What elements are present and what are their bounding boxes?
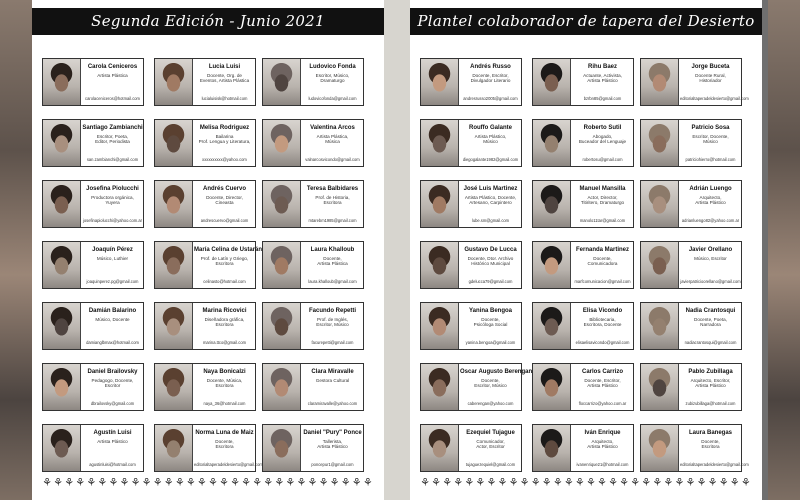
contributor-photo bbox=[641, 364, 679, 410]
contributor-photo bbox=[533, 242, 571, 288]
contributor-info bbox=[302, 120, 363, 166]
contributor-name: Iván Enrique bbox=[584, 430, 621, 436]
contributor-role: Actuante, Activista, Artista Plástico bbox=[583, 73, 622, 84]
contributor-email[interactable]: javierpatricioorellano@gmail.com bbox=[680, 279, 741, 284]
contributor-photo bbox=[155, 364, 193, 410]
contributor-card bbox=[420, 119, 522, 167]
contributor-card bbox=[420, 363, 533, 411]
contributor-name: Andrés Cuervo bbox=[202, 186, 246, 192]
contributor-info bbox=[680, 59, 749, 105]
contributor-card bbox=[154, 241, 263, 289]
contributor-card bbox=[532, 363, 634, 411]
contributor-card bbox=[640, 180, 742, 228]
contributor-info bbox=[572, 120, 633, 166]
contributor-email[interactable]: damianglbmax@hotmail.com bbox=[86, 340, 139, 345]
contributor-name: Adrián Luengo bbox=[689, 186, 732, 192]
contributor-photo bbox=[533, 59, 571, 105]
contributor-role: Docente, Org. de Eventos, Artista Plástica bbox=[199, 73, 250, 84]
contributor-photo bbox=[421, 59, 459, 105]
contributor-photo bbox=[533, 303, 571, 349]
contributor-email[interactable]: adrianluengo82@yahoo.com.ar bbox=[681, 218, 740, 223]
contributor-email[interactable]: laura.khalloub@gmail.com bbox=[308, 279, 357, 284]
contributor-role: Escritor, Músico, Dramaturgo bbox=[315, 73, 350, 84]
contributor-email[interactable]: tujaguezequiel@gmail.com bbox=[465, 462, 516, 467]
contributor-card bbox=[532, 424, 634, 472]
contributor-email[interactable]: editorialtaperadeldesierto@gmail.com bbox=[194, 462, 263, 467]
contributor-name: Javier Orellano bbox=[688, 247, 733, 253]
contributor-email[interactable]: lucialuisisk@hotmail.com bbox=[201, 96, 248, 101]
contributor-role: Bibliotecaria, Escritora, Docente bbox=[583, 317, 622, 328]
contributor-card bbox=[420, 180, 522, 228]
contributor-card bbox=[154, 58, 256, 106]
contributor-info bbox=[194, 364, 255, 410]
contributor-role: Prof. de Historia, Escritora bbox=[315, 195, 350, 206]
contributor-card bbox=[42, 363, 144, 411]
contributor-email[interactable]: bzrbn85@gmail.com bbox=[583, 96, 622, 101]
left-page bbox=[32, 0, 384, 500]
contributor-email[interactable]: andrescuervo@gmail.com bbox=[200, 218, 249, 223]
contributor-card bbox=[262, 119, 364, 167]
contributor-card bbox=[42, 424, 144, 472]
contributor-role: Docente, Música, Escritora bbox=[206, 378, 243, 389]
contributor-name: Jorge Buceta bbox=[691, 64, 730, 70]
contributor-card bbox=[420, 241, 522, 289]
contributor-email[interactable]: ivanenrique21@hotmail.com bbox=[576, 462, 629, 467]
contributor-name: Facundo Repetti bbox=[308, 308, 356, 314]
contributor-email[interactable]: manolo11tar@gmail.com bbox=[579, 218, 626, 223]
contributor-email[interactable]: lube.sm@gmail.com bbox=[471, 218, 510, 223]
contributor-email[interactable]: yanina.bengoa@gmail.com bbox=[465, 340, 516, 345]
contributor-info bbox=[194, 425, 263, 471]
contributor-photo bbox=[43, 59, 81, 105]
contributor-photo bbox=[421, 242, 459, 288]
contributor-email[interactable]: facurepetti@gmail.com bbox=[311, 340, 354, 345]
contributor-email[interactable]: claramiravalle@yahoo.com bbox=[307, 401, 358, 406]
contributor-email[interactable]: joaquinperez.pg@gmail.com bbox=[86, 279, 139, 284]
contributor-info bbox=[680, 425, 749, 471]
contributor-name: Josefina Piolucchi bbox=[86, 186, 139, 192]
contributor-photo bbox=[43, 303, 81, 349]
contributor-info bbox=[194, 181, 255, 227]
contributor-card bbox=[154, 119, 256, 167]
contributor-card bbox=[532, 241, 634, 289]
contributor-email[interactable]: josefinapiolucchi@yahoo.com.ar bbox=[83, 218, 142, 223]
contributor-role: Docente, Artista Plástica bbox=[317, 256, 348, 267]
contributor-name: Fernanda Martinez bbox=[575, 247, 629, 253]
contributor-card bbox=[532, 180, 634, 228]
contributor-role: Docente, Psicóloga Social bbox=[473, 317, 508, 328]
contributor-role: Docente, Escritor, Artista Plástico bbox=[584, 378, 621, 389]
contributor-email[interactable]: marfcomunicacion@gmail.com bbox=[574, 279, 631, 284]
contributor-name: Ezequiel Tujague bbox=[466, 430, 515, 436]
contributor-info bbox=[82, 120, 143, 166]
contributor-role: Tallerista, Artista Plástico bbox=[317, 439, 348, 450]
contributor-photo bbox=[155, 181, 193, 227]
contributor-email[interactable]: elisaelisavicondo@gmail.com bbox=[575, 340, 630, 345]
contributor-info bbox=[460, 242, 521, 288]
contributor-info bbox=[572, 59, 633, 105]
contributor-role: Escritor, Poeta, Editor, Periodista bbox=[95, 134, 130, 145]
contributor-name: Santiago Zambianchi bbox=[82, 125, 143, 131]
contributor-photo bbox=[421, 120, 459, 166]
contributor-info bbox=[302, 59, 363, 105]
contributor-role: Artista Plástica, Música bbox=[316, 134, 349, 145]
contributor-photo bbox=[43, 425, 81, 471]
contributor-email[interactable]: zubizubillaga@hotmail.com bbox=[685, 401, 736, 406]
contributor-card bbox=[154, 363, 256, 411]
contributor-name: Clara Miravalle bbox=[311, 369, 354, 375]
contributor-email[interactable]: agustinluisi@hotmail.com bbox=[89, 462, 136, 467]
contributor-role: Arquitecto, Escritor, Artista Plástico bbox=[690, 378, 731, 389]
contributor-card bbox=[420, 58, 522, 106]
contributor-email[interactable]: nadiacrantosqui@gmail.com bbox=[684, 340, 737, 345]
contributor-card bbox=[262, 180, 364, 228]
contributor-card bbox=[640, 241, 742, 289]
contributor-email[interactable]: dbrailovsky@gmail.com bbox=[90, 401, 135, 406]
contributor-info bbox=[572, 425, 633, 471]
contributor-photo bbox=[421, 181, 459, 227]
contributor-name: Teresa Balbidares bbox=[306, 186, 359, 192]
contributor-info bbox=[302, 181, 363, 227]
contributor-card bbox=[640, 424, 749, 472]
contributor-name: Elisa Vicondo bbox=[582, 308, 623, 314]
contributor-photo bbox=[641, 120, 679, 166]
contributor-name: Marina Ricovici bbox=[202, 308, 247, 314]
contributor-name: Nadia Crantosqui bbox=[685, 308, 736, 314]
contributor-info bbox=[82, 303, 143, 349]
contributor-info bbox=[680, 242, 741, 288]
contributor-photo bbox=[263, 120, 301, 166]
contributor-photo bbox=[155, 242, 193, 288]
contributor-email[interactable]: mtarebm1985@gmail.com bbox=[308, 218, 357, 223]
contributor-email[interactable]: patriciohierro@hotmail.com bbox=[685, 157, 736, 162]
contributor-info bbox=[194, 120, 255, 166]
contributor-role: Docente, Escritora bbox=[215, 439, 234, 450]
contributor-name: Laura Khalloub bbox=[310, 247, 355, 253]
contributor-role: Escritor, Docente, Músico bbox=[692, 134, 729, 145]
contributor-email[interactable]: andresrusso2005@gmail.com bbox=[463, 96, 518, 101]
background-photo-right bbox=[768, 0, 800, 500]
contributor-info bbox=[302, 242, 363, 288]
contributor-card bbox=[532, 119, 634, 167]
contributor-email[interactable]: caberengan@yahoo.com bbox=[467, 401, 514, 406]
contributor-name: Carlos Carrizo bbox=[581, 369, 623, 375]
contributor-name: Agustín Luisi bbox=[93, 430, 132, 436]
contributor-name: Yanina Bengoa bbox=[468, 308, 512, 314]
contributor-role: Docente, Poeta, Narradora bbox=[694, 317, 727, 328]
contributor-photo bbox=[641, 425, 679, 471]
contributor-photo bbox=[263, 303, 301, 349]
contributor-info bbox=[572, 364, 633, 410]
contributor-name: Joaquín Pérez bbox=[92, 247, 133, 253]
contributor-photo bbox=[155, 303, 193, 349]
contributor-photo bbox=[421, 425, 459, 471]
contributor-card bbox=[262, 58, 364, 106]
contributor-photo bbox=[533, 120, 571, 166]
contributor-info bbox=[302, 425, 363, 471]
contributor-name: Oscar Augusto Berengan bbox=[460, 369, 533, 375]
contributor-role: Artista Plástico, Docente, Artesano, Carpintero bbox=[464, 195, 517, 206]
contributor-name: Andrés Russo bbox=[470, 64, 511, 70]
contributor-photo bbox=[43, 181, 81, 227]
contributor-info bbox=[82, 364, 143, 410]
contributor-email[interactable]: carolaceniceros@hotmail.com bbox=[85, 96, 140, 101]
contributor-info bbox=[194, 59, 255, 105]
contributor-info bbox=[460, 181, 521, 227]
contributor-role: Docente, Director, Cineasta bbox=[206, 195, 243, 206]
right-footer-ornament: ⚘⚘⚘⚘⚘⚘⚘⚘⚘⚘⚘⚘⚘⚘⚘⚘⚘⚘⚘⚘⚘⚘⚘⚘⚘⚘⚘⚘⚘⚘ bbox=[420, 476, 752, 489]
contributor-info bbox=[572, 242, 633, 288]
contributor-name: Laura Banegas bbox=[688, 430, 733, 436]
contributor-email[interactable]: editorialtaperadeldesierto@gmail.com bbox=[680, 462, 749, 467]
contributor-card bbox=[262, 241, 364, 289]
contributor-email[interactable]: ludovicofonda@gmail.com bbox=[308, 96, 357, 101]
contributor-email[interactable]: san.zambianchi@gmail.com bbox=[86, 157, 139, 162]
background-photo-left bbox=[0, 0, 32, 500]
contributor-email[interactable]: naya_36@hotmail.com bbox=[203, 401, 246, 406]
contributor-info bbox=[302, 303, 363, 349]
contributor-role: Docente Rural, Historiador bbox=[695, 73, 726, 84]
contributor-photo bbox=[263, 181, 301, 227]
contributor-name: Ludovico Fonda bbox=[309, 64, 356, 70]
contributor-card bbox=[262, 363, 364, 411]
contributor-name: Valentina Arcos bbox=[310, 125, 355, 131]
contributor-email[interactable]: floccarrizo@yahoo.com.ar bbox=[578, 401, 627, 406]
contributor-email[interactable]: marina.ttco@gmail.com bbox=[202, 340, 247, 345]
contributor-name: Daniel Brailovsky bbox=[87, 369, 138, 375]
contributor-photo bbox=[263, 364, 301, 410]
contributor-info bbox=[82, 242, 143, 288]
contributor-photo bbox=[43, 364, 81, 410]
contributor-card bbox=[262, 424, 364, 472]
contributor-name: Melisa Rodriguez bbox=[199, 125, 250, 131]
contributor-info bbox=[460, 59, 521, 105]
page-spread-gutter bbox=[384, 0, 410, 500]
contributor-role: Artista Plástico bbox=[97, 439, 128, 444]
contributor-photo bbox=[263, 425, 301, 471]
contributor-name: Lucia Luisi bbox=[208, 64, 241, 70]
contributor-info bbox=[460, 364, 533, 410]
contributor-name: Carola Ceniceros bbox=[87, 64, 138, 70]
contributor-role: Gestora Cultural bbox=[315, 378, 350, 383]
contributor-name: Naya Bonicalzi bbox=[203, 369, 246, 375]
contributor-photo bbox=[533, 364, 571, 410]
contributor-email[interactable]: gdelucca79@gmail.com bbox=[468, 279, 513, 284]
contributor-card bbox=[42, 180, 144, 228]
contributor-email[interactable]: diegogalante1982@gmail.com bbox=[462, 157, 519, 162]
contributor-card bbox=[154, 424, 263, 472]
contributor-info bbox=[680, 364, 741, 410]
contributor-photo bbox=[641, 242, 679, 288]
contributor-photo bbox=[641, 181, 679, 227]
left-page-title: Segunda Edición - Junio 2021 bbox=[32, 8, 384, 35]
contributor-card bbox=[532, 58, 634, 106]
contributor-photo bbox=[155, 425, 193, 471]
contributor-role: Arquitecto, Artista Plástico bbox=[695, 195, 726, 206]
contributor-email[interactable]: poncepur1@gmail.com bbox=[311, 462, 354, 467]
right-page-title: Plantel colaborador de tapera del Desierto bbox=[410, 8, 762, 35]
right-page bbox=[410, 0, 762, 500]
contributor-photo bbox=[43, 242, 81, 288]
contributor-info bbox=[82, 181, 143, 227]
contributor-role: Músico, Luthier bbox=[96, 256, 129, 261]
contributor-info bbox=[460, 120, 521, 166]
contributor-name: Rouffo Galante bbox=[469, 125, 512, 131]
contributor-info bbox=[680, 303, 741, 349]
contributor-photo bbox=[155, 59, 193, 105]
contributor-email[interactable]: robertosu@gmail.com bbox=[582, 157, 623, 162]
contributor-info bbox=[82, 59, 143, 105]
contributor-photo bbox=[533, 425, 571, 471]
contributor-role: Productora orgánica, Yuyera bbox=[91, 195, 134, 206]
contributor-name: Norma Luna de Maiz bbox=[195, 430, 254, 436]
contributor-role: Músico, Escritor bbox=[694, 256, 727, 261]
contributor-card bbox=[420, 424, 522, 472]
contributor-card bbox=[154, 180, 256, 228]
contributor-photo bbox=[263, 242, 301, 288]
contributor-name: Roberto Sutil bbox=[583, 125, 622, 131]
contributor-card bbox=[42, 58, 144, 106]
contributor-role: Docente, Comunicadora bbox=[587, 256, 618, 267]
contributor-name: María Celina de Ustarán bbox=[194, 247, 263, 253]
contributor-photo bbox=[641, 303, 679, 349]
contributor-role: Abogado, Buceador del Lenguaje bbox=[578, 134, 627, 145]
contributor-role: Prof. de Latín y Griego, Escritora bbox=[200, 256, 249, 267]
contributor-card bbox=[42, 302, 144, 350]
contributor-name: José Luis Martinez bbox=[463, 186, 518, 192]
contributor-photo bbox=[421, 303, 459, 349]
contributor-card bbox=[420, 302, 522, 350]
contributor-card bbox=[262, 302, 364, 350]
contributor-email[interactable]: celinasto@hotmail.com bbox=[203, 279, 246, 284]
contributor-name: Patricio Sosa bbox=[691, 125, 730, 131]
contributor-role: Artista Plástica bbox=[97, 73, 128, 78]
contributor-email[interactable]: editorialtaperadeldesierto@gmail.com bbox=[680, 96, 749, 101]
contributor-info bbox=[572, 303, 633, 349]
contributor-role: Arquitecto, Artista Plástico bbox=[587, 439, 618, 450]
contributor-role: Artista Plástico, Músico bbox=[474, 134, 507, 145]
contributor-info bbox=[460, 425, 521, 471]
contributor-card bbox=[42, 119, 144, 167]
contributor-info bbox=[302, 364, 363, 410]
contributor-photo bbox=[263, 59, 301, 105]
contributor-card bbox=[640, 302, 742, 350]
contributor-role: Comunicador, Actor, Escritor bbox=[476, 439, 505, 450]
contributor-name: Daniel "Pury" Ponce bbox=[303, 430, 362, 436]
contributor-role: Actor, Director, Titiritero, Dramaturgo bbox=[580, 195, 625, 206]
contributor-card bbox=[640, 363, 742, 411]
contributor-name: Rihu Baez bbox=[587, 64, 617, 70]
contributor-info bbox=[194, 303, 255, 349]
contributor-role: Pedagogo, Docente, Escritor bbox=[91, 378, 134, 389]
contributor-card bbox=[640, 119, 742, 167]
contributor-role: Prof. de Inglés, Escritor, Músico bbox=[316, 317, 349, 328]
contributor-photo bbox=[421, 364, 459, 410]
contributor-role: Docente, Dtor. Archivo Histórico Municipal bbox=[467, 256, 514, 267]
contributor-card bbox=[154, 302, 256, 350]
contributor-photo bbox=[533, 181, 571, 227]
contributor-name: Pablo Zubillaga bbox=[688, 369, 733, 375]
contributor-card bbox=[42, 241, 144, 289]
contributor-photo bbox=[155, 120, 193, 166]
contributor-card bbox=[532, 302, 634, 350]
contributor-role: Docente, Escritor, Músico bbox=[474, 378, 507, 389]
contributor-role: Diseñadora gráfica, Escritora bbox=[204, 317, 245, 328]
contributor-role: Músico, Docente bbox=[95, 317, 130, 322]
contributor-role: Docente, Escritor, Divulgador Literario bbox=[470, 73, 511, 84]
contributor-info bbox=[572, 181, 633, 227]
contributor-info bbox=[194, 242, 263, 288]
contributor-card bbox=[640, 58, 749, 106]
contributor-photo bbox=[641, 59, 679, 105]
contributor-photo bbox=[43, 120, 81, 166]
contributor-email[interactable]: xxxxxxxxxx@yahoo.com bbox=[202, 157, 247, 162]
contributor-name: Gustavo De Lucca bbox=[464, 247, 517, 253]
contributor-info bbox=[460, 303, 521, 349]
contributor-name: Damián Balarino bbox=[88, 308, 137, 314]
contributor-info bbox=[680, 181, 741, 227]
contributor-role: Docente, Escritora bbox=[701, 439, 720, 450]
contributor-role: Bailarina Prof. Lengua y Literatura, bbox=[198, 134, 251, 145]
contributor-info bbox=[680, 120, 741, 166]
contributor-name: Manuel Mansilla bbox=[579, 186, 626, 192]
left-footer-ornament: ⚘⚘⚘⚘⚘⚘⚘⚘⚘⚘⚘⚘⚘⚘⚘⚘⚘⚘⚘⚘⚘⚘⚘⚘⚘⚘⚘⚘⚘⚘ bbox=[42, 476, 374, 489]
contributor-email[interactable]: valnarcosvicondo@gmail.com bbox=[305, 157, 360, 162]
contributor-info bbox=[82, 425, 143, 471]
